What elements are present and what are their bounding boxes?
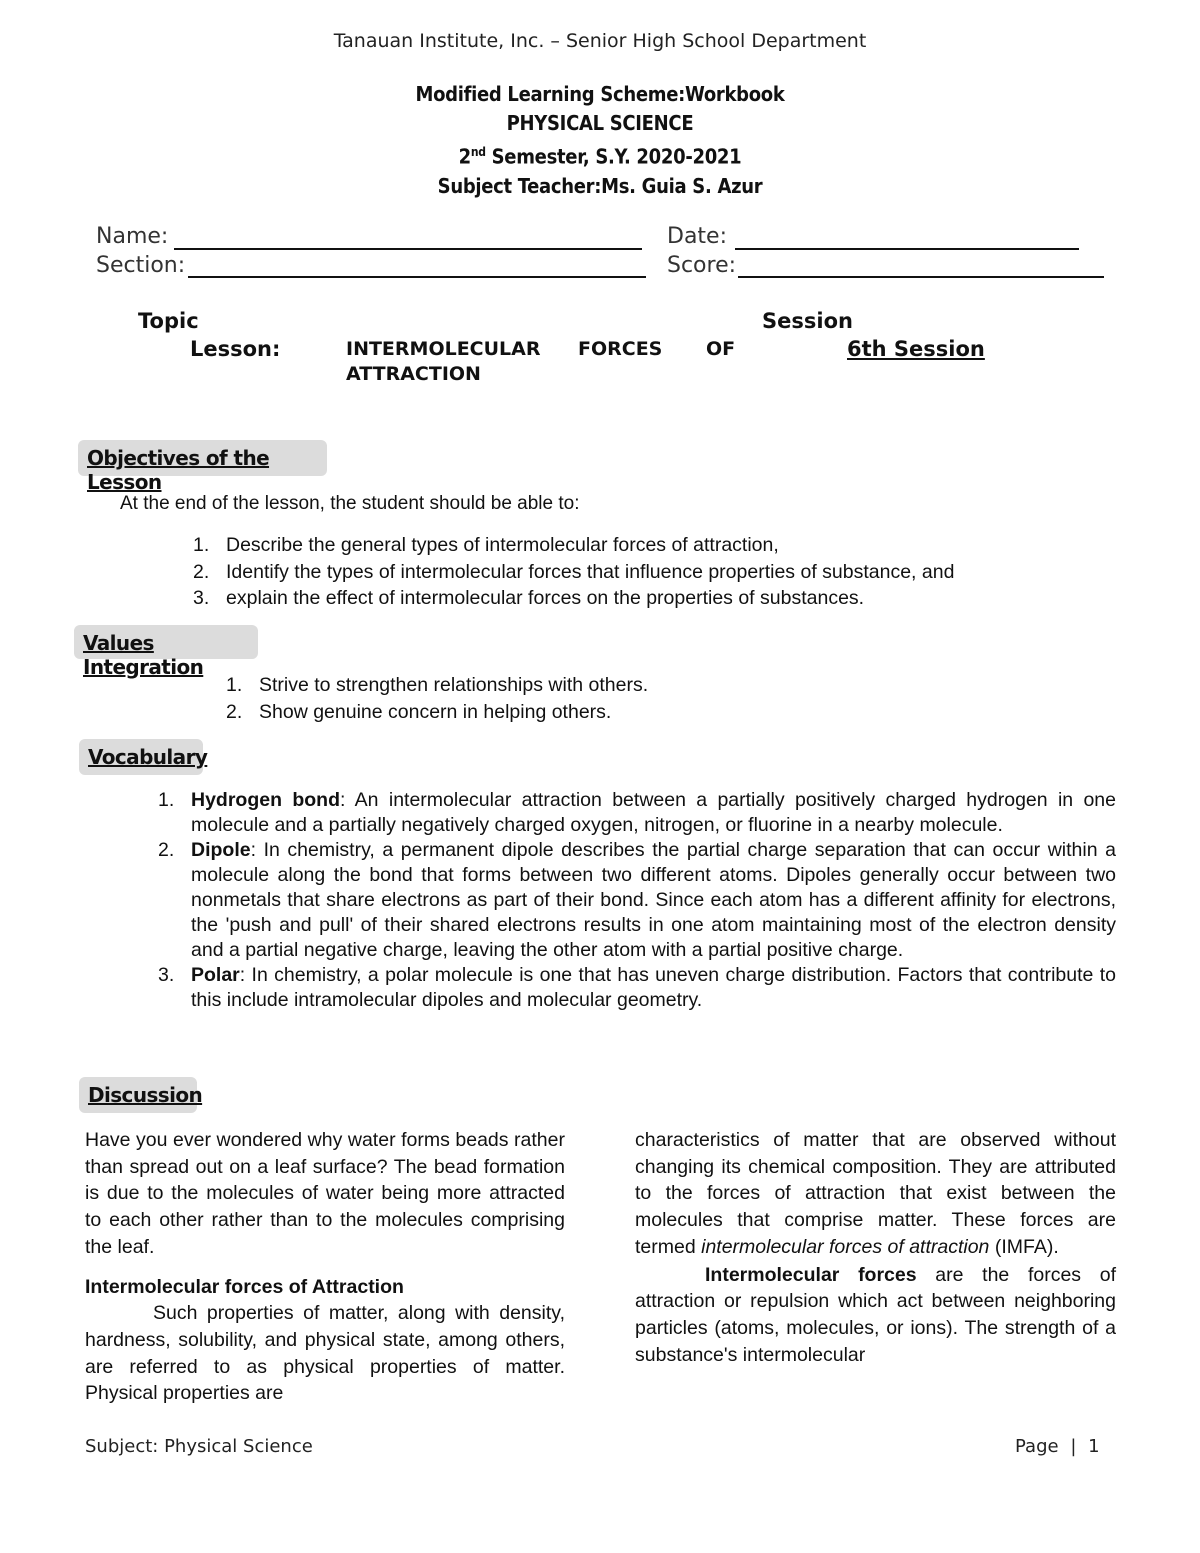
date-field[interactable] — [735, 248, 1079, 250]
vocab-term: Polar — [191, 964, 240, 986]
discussion-left-column — [85, 1127, 565, 1407]
vocab-definition: : In chemistry, a permanent dipole describes the partial charge separation that can occur within a molecule along the bond that forms between two different atoms. Dipoles generally occur between two nonmetals that share electrons as part of their bond. Since each atom has a different affinity for electrons, the 'push and pull' of their shared electrons results in one atom maintaining most of the electron density and a partial negative charge, leaving the other atom with a partial positive charge. — [191, 839, 1116, 961]
name-field[interactable] — [174, 248, 642, 250]
item-text: Describe the general types of intermolecular forces of attraction, — [226, 534, 779, 556]
session-label: Session — [762, 309, 853, 333]
objectives-intro: At the end of the lesson, the student should be able to: — [120, 493, 580, 514]
item-number: 2. — [226, 700, 243, 723]
discussion-right-column — [635, 1127, 1116, 1368]
item-text: explain the effect of intermolecular forces on the properties of substances. — [226, 587, 865, 609]
list-item — [193, 560, 1126, 585]
list-item — [226, 673, 959, 698]
workbook-title: Modified Learning Scheme:Workbook — [415, 82, 785, 106]
section-label: Section: — [96, 253, 186, 278]
discussion-heading: Discussion — [79, 1077, 197, 1113]
item-number: 2. — [158, 839, 175, 861]
session-value: 6th Session — [847, 337, 985, 361]
vocab-definition: : In chemistry, a polar molecule is one that has uneven charge distribution. Factors that contribute to this include intramolecular dipoles and molecular geometry. — [191, 964, 1116, 1011]
page-separator: | — [1070, 1436, 1077, 1457]
list-item — [158, 838, 1116, 963]
vocab-term: Hydrogen bond — [191, 789, 340, 811]
vocab-term: Dipole — [191, 839, 251, 861]
vocabulary-list — [158, 788, 1117, 1013]
values-list — [226, 673, 959, 725]
lesson-word-1: INTERMOLECULAR — [346, 338, 541, 360]
lesson-word-4: ATTRACTION — [346, 363, 481, 385]
paragraph-text: characteristics of matter that are observed without changing its chemical composition. They are attributed to the forces of attraction that exist between the molecules that comprise matter. These forces are termed — [635, 1129, 1116, 1258]
item-number: 1. — [158, 789, 175, 811]
lesson-label: Lesson: — [190, 337, 281, 361]
objectives-heading: Objectives of the Lesson — [78, 440, 327, 476]
score-label: Score: — [667, 253, 737, 278]
imfa-term: intermolecular forces of attraction — [701, 1235, 990, 1258]
item-text: Show genuine concern in helping others. — [259, 700, 612, 723]
item-number: 1. — [193, 534, 210, 556]
list-item — [158, 788, 1117, 838]
semester-text: Semester, S.Y. 2020-2021 — [485, 144, 742, 169]
item-number: 3. — [193, 587, 210, 609]
item-number: 2. — [193, 560, 210, 583]
discussion-paragraph — [635, 1127, 1116, 1261]
item-number: 1. — [226, 674, 243, 696]
semester-line — [0, 138, 1200, 172]
objectives-list — [193, 533, 1126, 611]
lesson-word-2: FORCES — [578, 338, 663, 360]
topic-label: Topic — [138, 309, 199, 333]
list-item — [193, 586, 1126, 611]
list-item — [226, 700, 959, 725]
intermolecular-forces-term: Intermolecular forces — [705, 1263, 917, 1286]
vocab-definition: : An intermolecular attraction between a partially positively charged hydrogen in one molecule and a partially negatively charged oxygen, nitrogen, or fluorine in a nearby molecule. — [191, 789, 1117, 836]
footer-page — [1015, 1436, 1100, 1457]
title-block — [0, 80, 1200, 201]
section-field[interactable] — [188, 276, 646, 278]
discussion-subheading: Intermolecular forces of Attraction — [85, 1275, 404, 1298]
item-text: Strive to strengthen relationships with others. — [259, 674, 649, 696]
footer-subject: Subject: Physical Science — [85, 1436, 313, 1457]
values-heading: Values Integration — [74, 625, 258, 659]
item-text: Identify the types of intermolecular forces that influence properties of substance, and — [226, 560, 955, 583]
name-label: Name: — [96, 224, 169, 249]
score-field[interactable] — [738, 276, 1104, 278]
teacher-line: Subject Teacher:Ms. Guia S. Azur — [437, 173, 763, 198]
semester-suffix: nd — [470, 145, 486, 159]
list-item — [193, 533, 1126, 558]
institution-header: Tanauan Institute, Inc. – Senior High School Department — [333, 30, 867, 52]
paragraph-text: (IMFA). — [989, 1235, 1059, 1258]
semester-number: 2 — [458, 144, 471, 169]
lesson-word-3: OF — [706, 338, 736, 360]
discussion-paragraph: Such properties of matter, along with density, hardness, solubility, and physical state, among others, are referred to as physical properties of matter. Physical properties are — [85, 1302, 565, 1405]
paragraph-text: are the forces of attraction or repulsion which act between neighboring particles (atoms, molecules, or ions). The strength of a substance's intermolecular — [635, 1263, 1116, 1366]
date-label: Date: — [667, 224, 727, 249]
discussion-paragraph: Have you ever wondered why water forms beads rather than spread out on a leaf surface? The bead formation is due to the molecules of water being more attracted to each other rather than to the molecules comprising the leaf. — [85, 1129, 565, 1258]
item-number: 3. — [158, 964, 175, 986]
subject-title: PHYSICAL SCIENCE — [506, 111, 694, 135]
page-number: 1 — [1088, 1436, 1100, 1457]
discussion-paragraph — [635, 1262, 1116, 1369]
page-label: Page — [1015, 1436, 1059, 1457]
vocabulary-heading: Vocabulary — [79, 739, 203, 775]
list-item — [158, 963, 1116, 1013]
